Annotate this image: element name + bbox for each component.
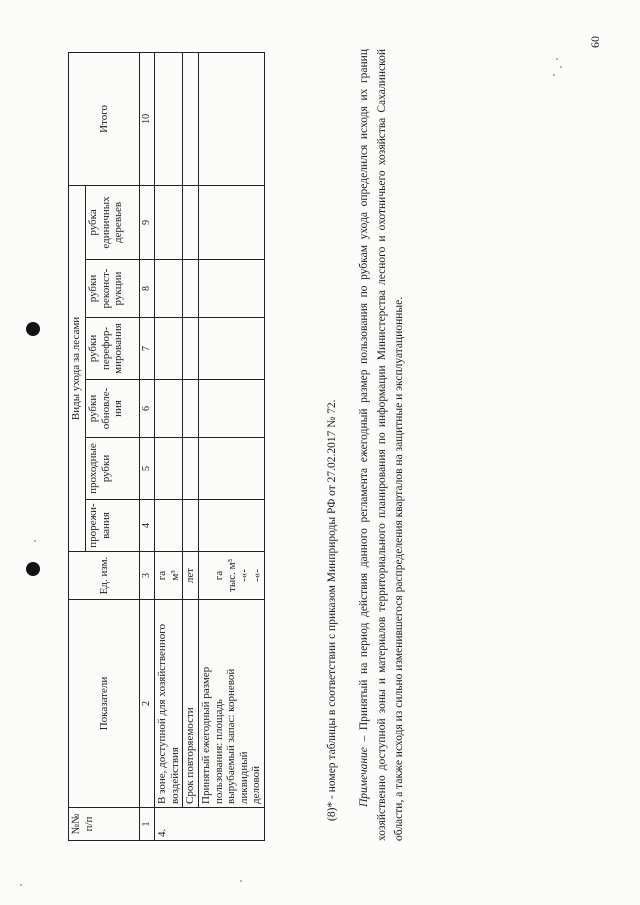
cell-empty — [198, 185, 265, 259]
cell-empty — [198, 380, 265, 438]
cell-empty — [183, 438, 199, 500]
cell-empty — [183, 808, 199, 841]
cell-empty — [198, 52, 265, 185]
cell-empty — [183, 380, 199, 438]
header-indicator: Показатели — [69, 600, 140, 808]
header-passage: проходные рубки — [86, 438, 140, 500]
cell-empty — [183, 260, 199, 318]
cell-empty — [183, 500, 199, 552]
annual-label: Принятый ежегодный размер пользования: площадь — [199, 666, 225, 804]
cell-empty — [183, 52, 199, 185]
header-renewal: рубки обновле-ния — [86, 380, 140, 438]
zone-units — [155, 552, 183, 600]
cell-empty — [198, 438, 265, 500]
col-number: 1 — [140, 808, 155, 841]
col-number: 6 — [140, 380, 155, 438]
row-number: 4. — [155, 808, 183, 841]
table-row-period — [183, 52, 199, 840]
liquid-label: ликвидный — [237, 751, 250, 804]
scan-speck — [556, 58, 558, 60]
cell-empty — [155, 318, 183, 380]
header-reforming: рубки перефор-мирования — [86, 318, 140, 380]
cell-empty — [198, 808, 265, 841]
business-unit: -«- — [250, 569, 263, 582]
header-thinning: прорежи-вания — [86, 500, 140, 552]
scan-speck — [20, 884, 22, 886]
header-total: Итого — [69, 52, 140, 185]
page-number: 60 — [588, 36, 602, 48]
col-number: 8 — [140, 260, 155, 318]
cell-empty — [183, 185, 199, 259]
note-paragraph — [356, 49, 409, 841]
stock-label: вырубаемый запас: корневой — [225, 668, 238, 804]
scan-speck — [34, 540, 36, 542]
zone-unit-area: га — [156, 570, 168, 581]
note-label: Примечание — [358, 747, 370, 807]
cell-empty — [155, 52, 183, 185]
annual-labels — [198, 600, 265, 808]
table-footnote: (8)* - номер таблицы в соответствии с приказом Минприроды РФ от 27.02.2017 № 72. — [326, 399, 338, 821]
period-label: Срок повторяемости — [183, 600, 199, 808]
header-row-1 — [69, 52, 86, 840]
cell-empty — [198, 260, 265, 318]
col-number: 10 — [140, 52, 155, 185]
col-number: 4 — [140, 500, 155, 552]
col-number: 5 — [140, 438, 155, 500]
annual-units — [198, 552, 265, 600]
header-num: №№ п/п — [69, 808, 140, 841]
business-label: деловой — [250, 766, 263, 804]
liquid-unit: -«- — [238, 569, 251, 582]
annual-unit: га — [212, 570, 225, 581]
header-unit: Ед. изм. — [69, 552, 140, 600]
col-number: 2 — [140, 600, 155, 808]
cell-empty — [198, 318, 265, 380]
col-number: 3 — [140, 552, 155, 600]
table-row-zone — [155, 52, 183, 840]
cell-empty — [155, 438, 183, 500]
logging-table — [68, 52, 265, 841]
stock-unit: тыс. м³ — [225, 559, 238, 592]
cell-empty — [183, 318, 199, 380]
cell-empty — [155, 185, 183, 259]
scan-speck — [553, 74, 555, 76]
zone-unit-volume: м³ — [168, 570, 181, 581]
header-single-tree: рубка единичных деревьев — [86, 185, 140, 259]
cell-empty — [155, 380, 183, 438]
scan-speck — [240, 880, 242, 882]
cell-empty — [155, 260, 183, 318]
scan-speck — [560, 66, 562, 68]
cell-empty — [198, 500, 265, 552]
column-numbers-row — [140, 52, 155, 840]
col-number: 7 — [140, 318, 155, 380]
col-number: 9 — [140, 185, 155, 259]
punch-hole-mark — [26, 562, 40, 576]
note-text: – Принятый на период действия данного регламента ежегодный размер пользования по рубкам ухода определился исходя их границ хозяйственно доступной зоны и материалов территориального планирования по информации Министерства лесного и охотничьего хозяйства Сахалинской области, а также исходя из сильно изменившегося распределения кварталов на защитные и эксплуатационные. — [358, 49, 405, 841]
header-care-types: Виды ухода за лесами — [69, 185, 86, 551]
period-unit: лет — [183, 552, 199, 600]
table-row-annual — [198, 52, 265, 840]
cell-empty — [155, 500, 183, 552]
zone-label: В зоне, доступной для хозяйственного воздействия — [155, 600, 183, 808]
header-reconstruction: рубки реконст-рукции — [86, 260, 140, 318]
punch-hole-mark — [26, 322, 40, 336]
